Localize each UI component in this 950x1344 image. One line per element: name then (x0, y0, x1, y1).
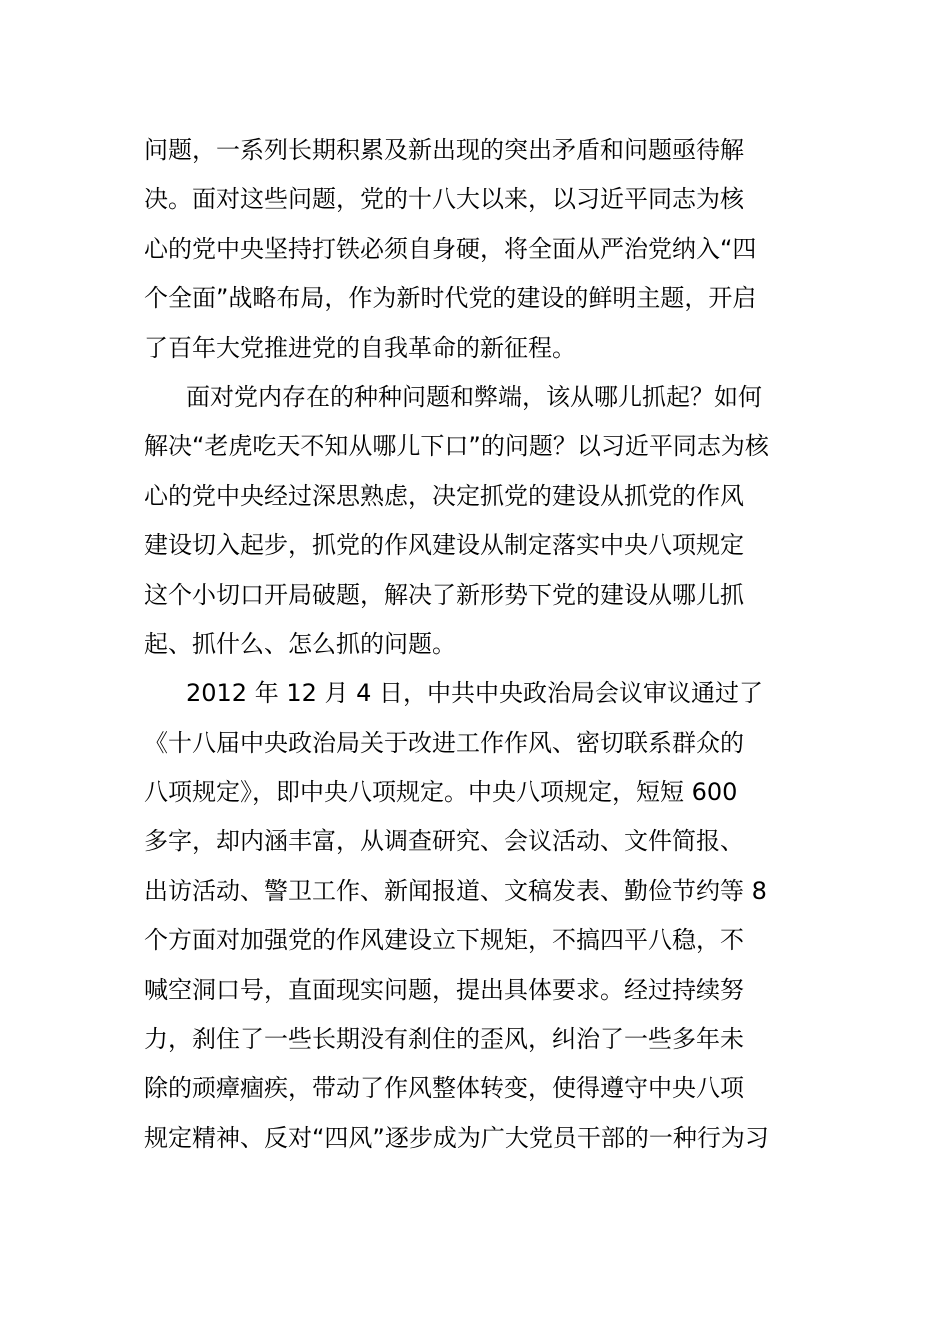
text-line: 2012 年 12 月 4 日，中共中央政治局会议审议通过了 (186, 679, 764, 708)
text-line: 面对党内存在的种种问题和弊端，该从哪儿抓起？如何 (186, 382, 762, 411)
text-line: 解决“老虎吃天不知从哪儿下口”的问题？以习近平同志为核 (144, 432, 769, 461)
text-line: 《十八届中央政治局关于改进工作作风、密切联系群众的 (144, 728, 744, 757)
text-line: 问题，一系列长期积累及新出现的突出矛盾和问题亟待解 (144, 136, 744, 164)
body-text (144, 126, 824, 1163)
text-line: 心的党中央坚持打铁必须自身硬，将全面从严治党纳入“四 (144, 234, 757, 263)
text-line: 决。面对这些问题，党的十八大以来，以习近平同志为核 (144, 185, 744, 214)
text-line: 除的顽瘴痼疾，带动了作风整体转变，使得遵守中央八项 (144, 1074, 744, 1103)
text-line: 出访活动、警卫工作、新闻报道、文稿发表、勤俭节约等 8 (144, 876, 767, 905)
text-line: 心的党中央经过深思熟虑，决定抓党的建设从抓党的作风 (144, 481, 744, 510)
text-line: 喊空洞口号，直面现实问题，提出具体要求。经过持续努 (144, 975, 744, 1004)
text-line: 起、抓什么、怎么抓的问题。 (144, 629, 456, 658)
text-line: 这个小切口开局破题，解决了新形势下党的建设从哪儿抓 (144, 580, 744, 609)
text-line: 建设切入起步，抓党的作风建设从制定落实中央八项规定 (144, 531, 744, 560)
text-line: 八项规定》，即中央八项规定。中央八项规定，短短 600 (144, 778, 738, 807)
text-line: 个方面对加强党的作风建设立下规矩，不搞四平八稳，不 (144, 926, 744, 955)
text-line: 力，刹住了一些长期没有刹住的歪风，纠治了一些多年未 (144, 1025, 744, 1054)
text-line: 规定精神、反对“四风”逐步成为广大党员干部的一种行为习 (144, 1123, 769, 1152)
text-line: 了百年大党推进党的自我革命的新征程。 (144, 333, 576, 362)
text-line: 多字，却内涵丰富，从调查研究、会议活动、文件简报、 (144, 827, 744, 856)
text-line: 个全面”战略布局，作为新时代党的建设的鲜明主题，开启 (144, 284, 757, 313)
